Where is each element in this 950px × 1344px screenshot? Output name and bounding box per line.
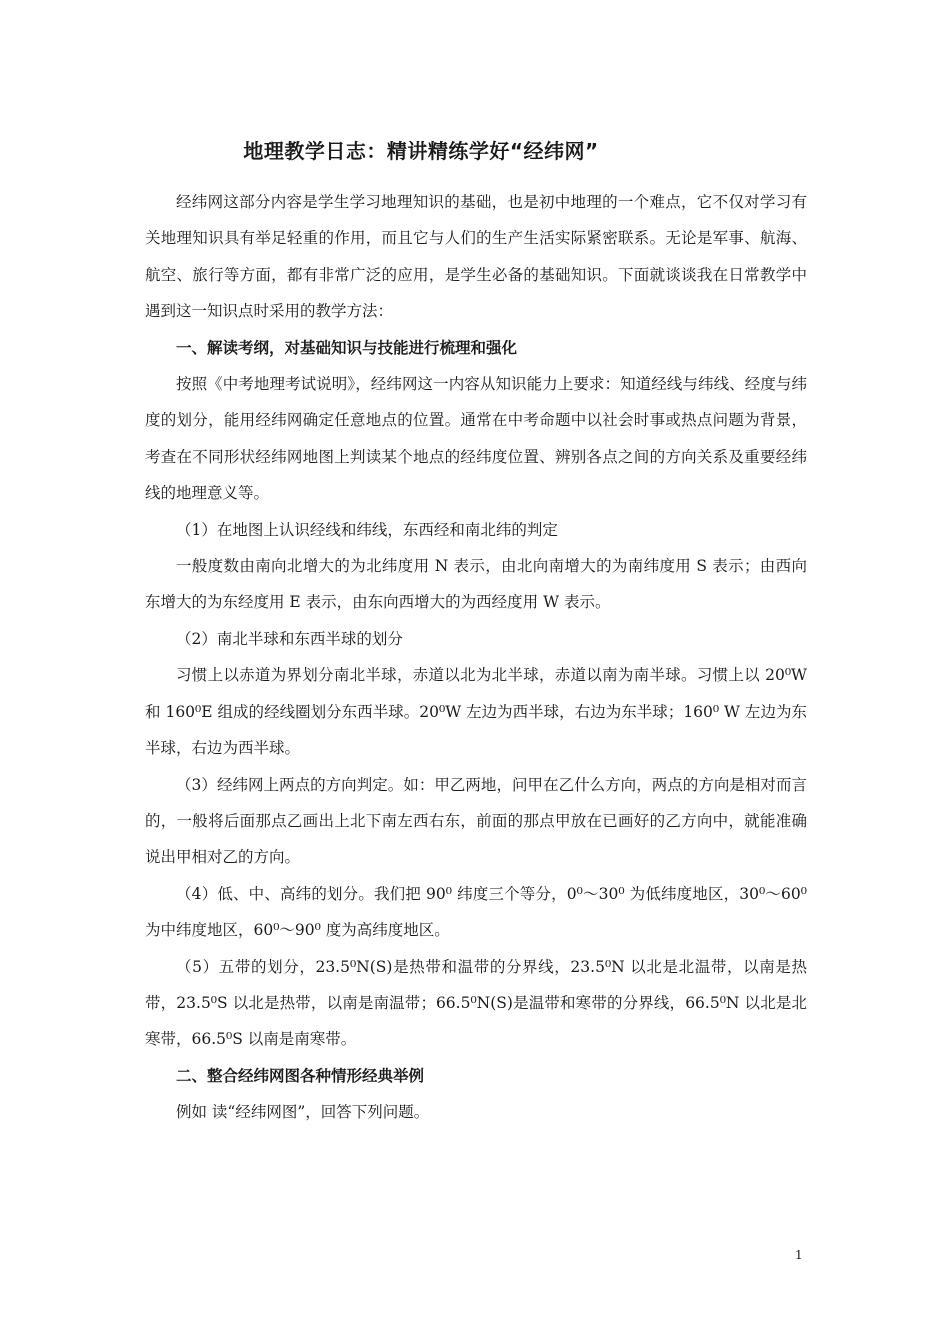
- page-number: 1: [795, 1248, 803, 1262]
- subsection-heading-1: （1）在地图上认识经线和纬线，东西经和南北纬的判定: [176, 520, 558, 539]
- example-paragraph: 例如 读“经纬网图”，回答下列问题。: [176, 1103, 430, 1122]
- subsection-heading-2: （2）南北半球和东西半球的划分: [176, 629, 403, 648]
- document-body: [145, 184, 807, 1131]
- hemisphere-paragraph: 习惯上以赤道为界划分南北半球，赤道以北为北半球，赤道以南为南半球。习惯上以 20⁰W 和 160⁰E 组成的经线圈划分东西半球。20⁰W 左边为西半球，右边为东半球；160⁰ W 左边为东半球，右边为西半球。: [145, 666, 807, 758]
- document-title: 地理教学日志：精讲精练学好“经纬网”: [243, 139, 599, 163]
- direction-paragraph: （3）经纬网上两点的方向判定。如：甲乙两地，问甲在乙什么方向，两点的方向是相对而言的，一般将后面那点乙画出上北下南左西右东，前面的那点甲放在已画好的乙方向中，就能准确说出甲相对乙的方向。: [145, 775, 807, 867]
- five-zones-paragraph: （5）五带的划分，23.5⁰N(S)是热带和温带的分界线，23.5⁰N 以北是北温带，以南是热带，23.5⁰S 以北是热带，以南是南温带；66.5⁰N(S)是温带和寒带的分界线，66.5⁰N 以北是北寒带，66.5⁰S 以南是南寒带。: [145, 957, 807, 1049]
- latitude-zones-paragraph: （4）低、中、高纬的划分。我们把 90⁰ 纬度三个等分，0⁰～30⁰ 为低纬度地区，30⁰～60⁰ 为中纬度地区，60⁰～90⁰ 度为高纬度地区。: [145, 884, 807, 940]
- latitude-longitude-paragraph: 一般度数由南向北增大的为北纬度用 N 表示，由北向南增大的为南纬度用 S 表示；由西向东增大的为东经度用 E 表示，由东向西增大的为西经度用 W 表示。: [145, 557, 807, 612]
- section-heading-1: 一、解读考纲，对基础知识与技能进行梳理和强化: [176, 338, 518, 357]
- intro-paragraph: 经纬网这部分内容是学生学习地理知识的基础，也是初中地理的一个难点，它不仅对学习有关地理知识具有举足轻重的作用，而且它与人们的生产生活实际紧密联系。无论是军事、航海、航空、旅行等方面，都有非常广泛的应用，是学生必备的基础知识。下面就谈谈我在日常教学中遇到这一知识点时采用的教学方法：: [145, 193, 807, 321]
- exam-outline-paragraph: 按照《中考地理考试说明》，经纬网这一内容从知识能力上要求：知道经线与纬线、经度与纬度的划分，能用经纬网确定任意地点的位置。通常在中考命题中以社会时事或热点问题为背景，考查在不同形状经纬网地图上判读某个地点的经纬度位置、辨别各点之间的方向关系及重要经纬线的地理意义等。: [145, 375, 807, 503]
- section-heading-2: 二、整合经纬网图各种情形经典举例: [176, 1066, 425, 1085]
